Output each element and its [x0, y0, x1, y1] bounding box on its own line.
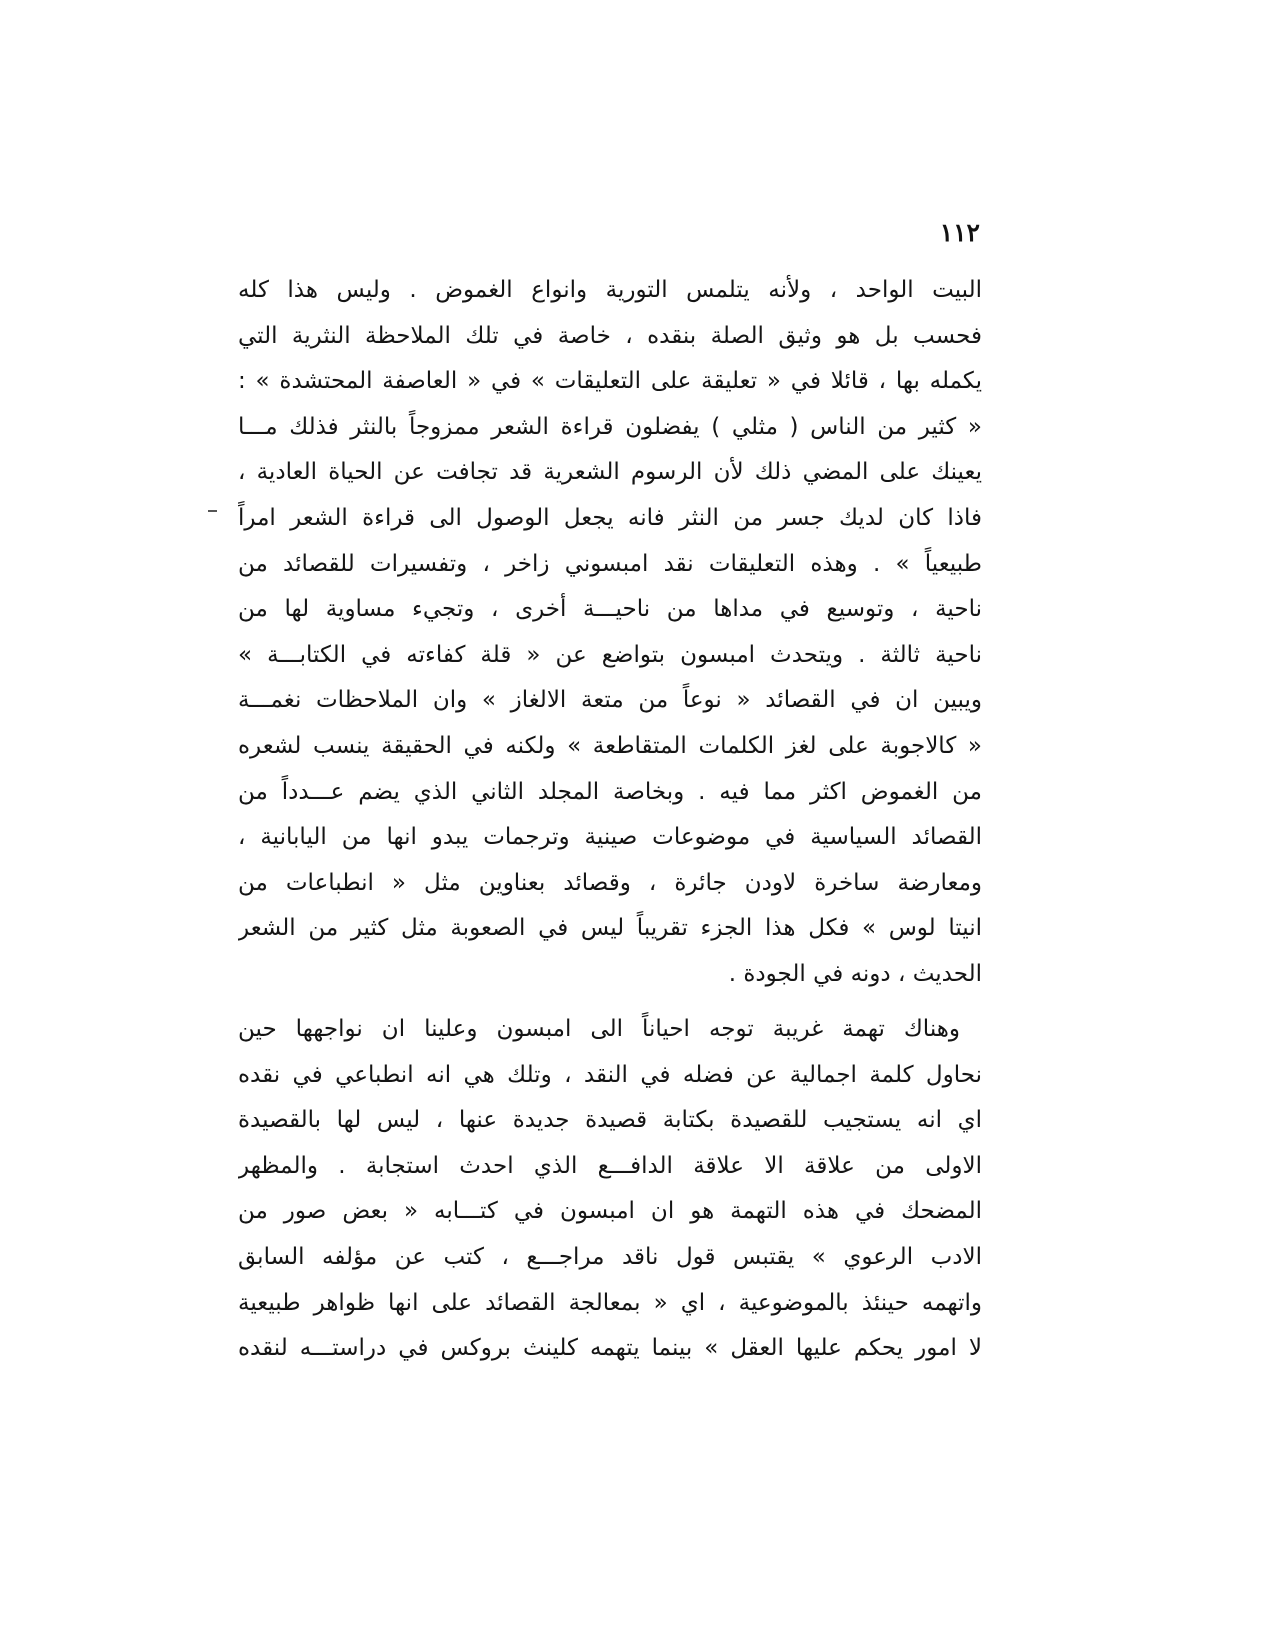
text-line: وهناك تهمة غريبة توجه احياناً الى امبسون وعلينا ان نواجهها حين	[238, 1016, 960, 1042]
paragraph-2	[238, 1007, 982, 1372]
text-line: لا امور يحكم عليها العقل » بينما يتهمه كلينث بروكس في دراستـــه لنقده	[238, 1335, 982, 1362]
text-line: انيتا لوس » فكل هذا الجزء تقريباً ليس في الصعوبة مثل كثير من الشعر	[238, 915, 982, 942]
text-line: فحسب بل هو وثيق الصلة بنقده ، خاصة في تلك الملاحظة النثرية التي	[238, 322, 982, 349]
paragraph-1	[238, 268, 982, 998]
text-line: يعينك على المضي ذلك لأن الرسوم الشعرية قد تجافت عن الحياة العادية ،	[238, 459, 982, 486]
text-line: واتهمه حينئذ بالموضوعية ، اي « بمعالجة القصائد على انها ظواهر طبيعية	[238, 1289, 982, 1316]
text-line: الاولى من علاقة الا علاقة الدافـــع الذي احدث استجابة . والمظهر	[238, 1152, 982, 1179]
page-number: ١١٢	[939, 218, 980, 247]
text-line: البيت الواحد ، ولأنه يتلمس التورية وانواع الغموض . وليس هذا كله	[238, 277, 982, 303]
text-line: ناحية ، وتوسيع في مداها من ناحيـــة أخرى ، وتجيء مساوية لها من	[238, 596, 982, 623]
text-line: نحاول كلمة اجمالية عن فضله في النقد ، وتلك هي انه انطباعي في نقده	[238, 1061, 982, 1088]
text-line: طبيعياً » . وهذه التعليقات نقد امبسوني زاخر ، وتفسيرات للقصائد من	[238, 550, 982, 577]
text-line: « كثير من الناس ( مثلي ) يفضلون قراءة الشعر ممزوجاً بالنثر فذلك مـــا	[238, 413, 982, 440]
text-line: من الغموض اكثر مما فيه . وبخاصة المجلد الثاني الذي يضم عـــدداً من	[238, 778, 982, 805]
text-line: « كالاجوبة على لغز الكلمات المتقاطعة » ولكنه في الحقيقة ينسب لشعره	[238, 732, 982, 759]
text-line: فاذا كان لديك جسر من النثر فانه يجعل الوصول الى قراءة الشعر امراً	[238, 504, 982, 531]
text-line: الادب الرعوي » يقتبس قول ناقد مراجـــع ، كتب عن مؤلفه السابق	[238, 1243, 982, 1270]
margin-mark	[208, 510, 217, 512]
text-line: الحديث ، دونه في الجودة .	[728, 960, 982, 987]
text-line: ناحية ثالثة . ويتحدث امبسون بتواضع عن « قلة كفاءته في الكتابـــة »	[238, 641, 982, 668]
text-line: القصائد السياسية في موضوعات صينية وترجمات يبدو انها من اليابانية ،	[238, 824, 982, 851]
text-line: ومعارضة ساخرة لاودن جائرة ، وقصائد بعناوين مثل « انطباعات من	[238, 869, 982, 896]
text-line: اي انه يستجيب للقصيدة بكتابة قصيدة جديدة عنها ، ليس لها بالقصيدة	[238, 1107, 982, 1134]
text-line: ويبين ان في القصائد « نوعاً من متعة الالغاز » وان الملاحظات نغمـــة	[238, 687, 982, 714]
text-line: يكمله بها ، قائلا في « تعليقة على التعليقات » في « العاصفة المحتشدة » :	[238, 368, 982, 395]
text-line: المضحك في هذه التهمة هو ان امبسون في كتـــابه « بعض صور من	[238, 1198, 982, 1225]
